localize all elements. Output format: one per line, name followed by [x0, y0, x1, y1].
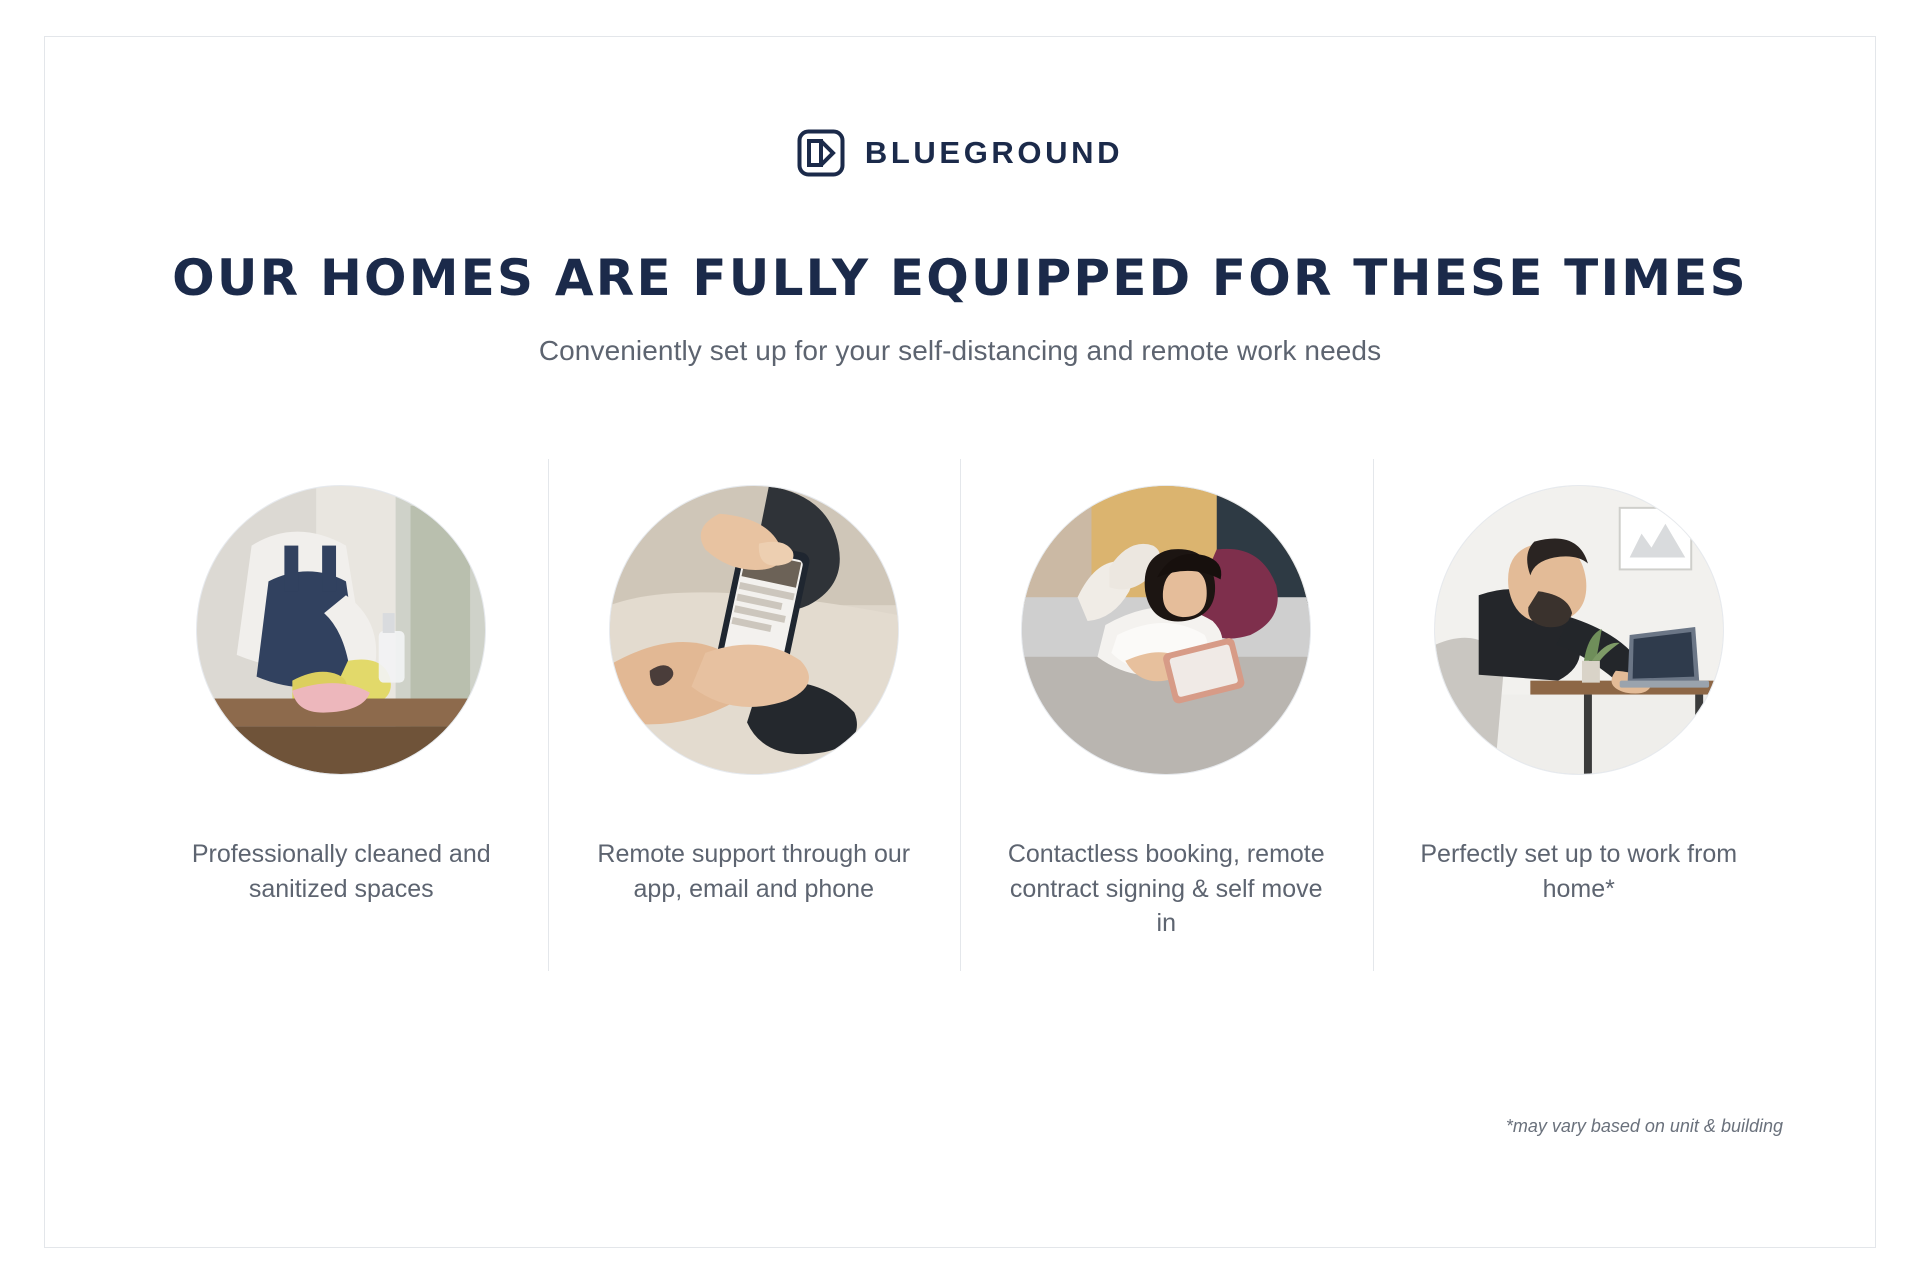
man-working-at-desk-with-laptop-photo: [1434, 485, 1724, 775]
footnote: *may vary based on unit & building: [1505, 1116, 1783, 1136]
woman-on-bed-using-tablet-photo: [1021, 485, 1311, 775]
feature-item-cleaning: [135, 459, 548, 971]
feature-caption: Contactless booking, remote contract signing & self move in: [1007, 840, 1325, 937]
page-title: OUR HOMES ARE FULLY EQUIPPED FOR THESE TIMES: [172, 249, 1748, 307]
brand-logo: [45, 129, 1875, 177]
feature-item-remote-support: [548, 459, 961, 971]
feature-list: [45, 459, 1875, 971]
cleaner-wiping-surface-photo: [196, 485, 486, 775]
hands-holding-smartphone-photo: [609, 485, 899, 775]
feature-caption: Remote support through our app, email and phone: [597, 840, 911, 903]
blueground-square-logo-icon: [797, 129, 845, 177]
feature-caption: Perfectly set up to work from home*: [1420, 840, 1738, 903]
brand-name: BLUEGROUND: [864, 135, 1124, 170]
feature-item-contactless-booking: [960, 459, 1373, 971]
feature-item-work-from-home: [1373, 459, 1786, 971]
poster-card: [44, 36, 1876, 1248]
page-subtitle: Conveniently set up for your self-distancing and remote work needs: [538, 335, 1382, 366]
feature-caption: Professionally cleaned and sanitized spaces: [191, 840, 491, 903]
